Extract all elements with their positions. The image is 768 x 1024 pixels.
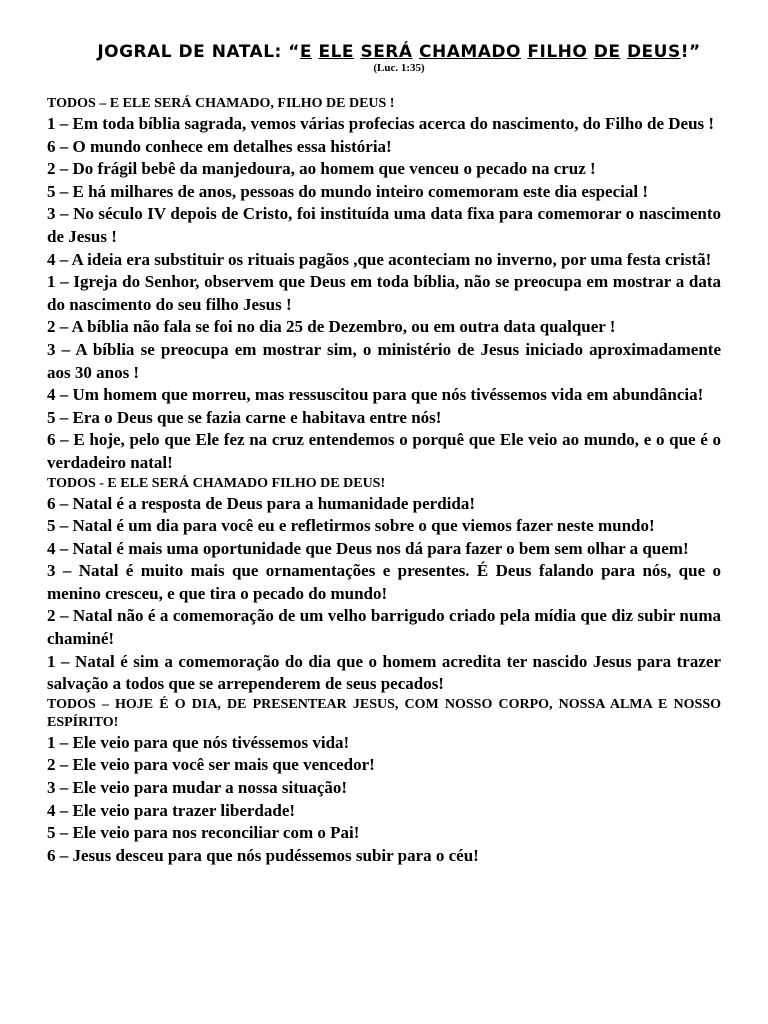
scripture-reference: (Luc. 1:35) xyxy=(373,62,425,74)
speaker-line: 3 – Ele veio para mudar a nossa situação! xyxy=(47,778,348,798)
title-word: FILHO xyxy=(527,42,588,62)
speaker-line: 5 – Era o Deus que se fazia carne e habitava entre nós! xyxy=(47,407,442,427)
todos-line: TODOS – E ELE SERÁ CHAMADO, FILHO DE DEUS ! xyxy=(47,96,395,111)
speaker-line: 6 – E hoje, pelo que Ele fez na cruz entendemos o porquê que Ele veio ao mundo, e o que é o verdadeiro natal! xyxy=(47,430,721,472)
title-word: SERÁ xyxy=(360,42,413,62)
speaker-line: 1 – Igreja do Senhor, observem que Deus em toda bíblia, não se preocupa em mostrar a data do nascimento do seu filho Jesus ! xyxy=(47,272,721,314)
speaker-line: 6 – O mundo conhece em detalhes essa história! xyxy=(47,136,392,156)
speaker-line: 2 – Natal não é a comemoração de um velho barrigudo criado pela mídia que diz subir numa chaminé! xyxy=(47,606,721,649)
todos-line: TODOS – HOJE É O DIA, DE PRESENTEAR JESUS, COM NOSSO CORPO, NOSSA ALMA E NOSSO ESPÍRITO! xyxy=(47,696,721,730)
speaker-line: 1 – Natal é sim a comemoração do dia que o homem acredita ter nascido Jesus para trazer salvação a todos que se arrependerem de seus pecados! xyxy=(47,651,721,694)
speaker-line: 5 – E há milhares de anos, pessoas do mundo inteiro comemoram este dia especial ! xyxy=(47,181,648,201)
speaker-line: 1 – Ele veio para que nós tivéssemos vida! xyxy=(47,732,350,752)
speaker-line: 1 – Em toda bíblia sagrada, vemos várias profecias acerca do nascimento, do Filho de Deus ! xyxy=(47,114,715,133)
title-suffix: !” xyxy=(680,42,701,62)
speaker-line: 3 – A bíblia se preocupa em mostrar sim, o ministério de Jesus iniciado aproximadamente aos 30 anos ! xyxy=(47,339,721,382)
speaker-line: 5 – Natal é um dia para você eu e refletirmos sobre o que viemos fazer neste mundo! xyxy=(47,516,655,536)
speaker-line: 4 – A ideia era substituir os rituais pagãos ,que aconteciam no inverno, por uma festa cristã! xyxy=(47,249,712,269)
speaker-line: 2 – Ele veio para você ser mais que vencedor! xyxy=(47,755,375,775)
speaker-line: 4 – Um homem que morreu, mas ressuscitou para que nós tivéssemos vida em abundância! xyxy=(47,385,704,405)
title-prefix: JOGRAL DE NATAL: “ xyxy=(97,42,300,62)
todos-line: TODOS - E ELE SERÁ CHAMADO FILHO DE DEUS! xyxy=(47,475,386,491)
speaker-line: 2 – Do frágil bebê da manjedoura, ao homem que venceu o pecado na cruz ! xyxy=(47,159,596,179)
title-word: DEUS xyxy=(626,42,681,62)
speaker-line: 6 – Jesus desceu para que nós pudéssemos subir para o céu! xyxy=(47,845,479,865)
speaker-line: 4 – Natal é mais uma oportunidade que Deus nos dá para fazer o bem sem olhar a quem! xyxy=(47,538,689,558)
page-title xyxy=(47,42,721,62)
title-word: ELE xyxy=(318,42,355,62)
document-page xyxy=(47,42,721,867)
speaker-line: 4 – Ele veio para trazer liberdade! xyxy=(47,800,296,820)
title-word: E xyxy=(299,42,313,62)
speaker-line: 3 – Natal é muito mais que ornamentações e presentes. É Deus falando para nós, que o menino cresceu, e que tira o pecado do mundo! xyxy=(47,561,721,603)
speaker-line: 2 – A bíblia não fala se foi no dia 25 de Dezembro, ou em outra data qualquer ! xyxy=(47,317,616,337)
title-word: CHAMADO xyxy=(418,42,521,62)
title-word: DE xyxy=(593,42,621,62)
speaker-line: 5 – Ele veio para nos reconciliar com o Pai! xyxy=(47,823,360,843)
speaker-line: 6 – Natal é a resposta de Deus para a humanidade perdida! xyxy=(47,493,476,513)
speaker-line: 3 – No século IV depois de Cristo, foi instituída uma data fixa para comemorar o nascimento de Jesus ! xyxy=(47,204,721,246)
